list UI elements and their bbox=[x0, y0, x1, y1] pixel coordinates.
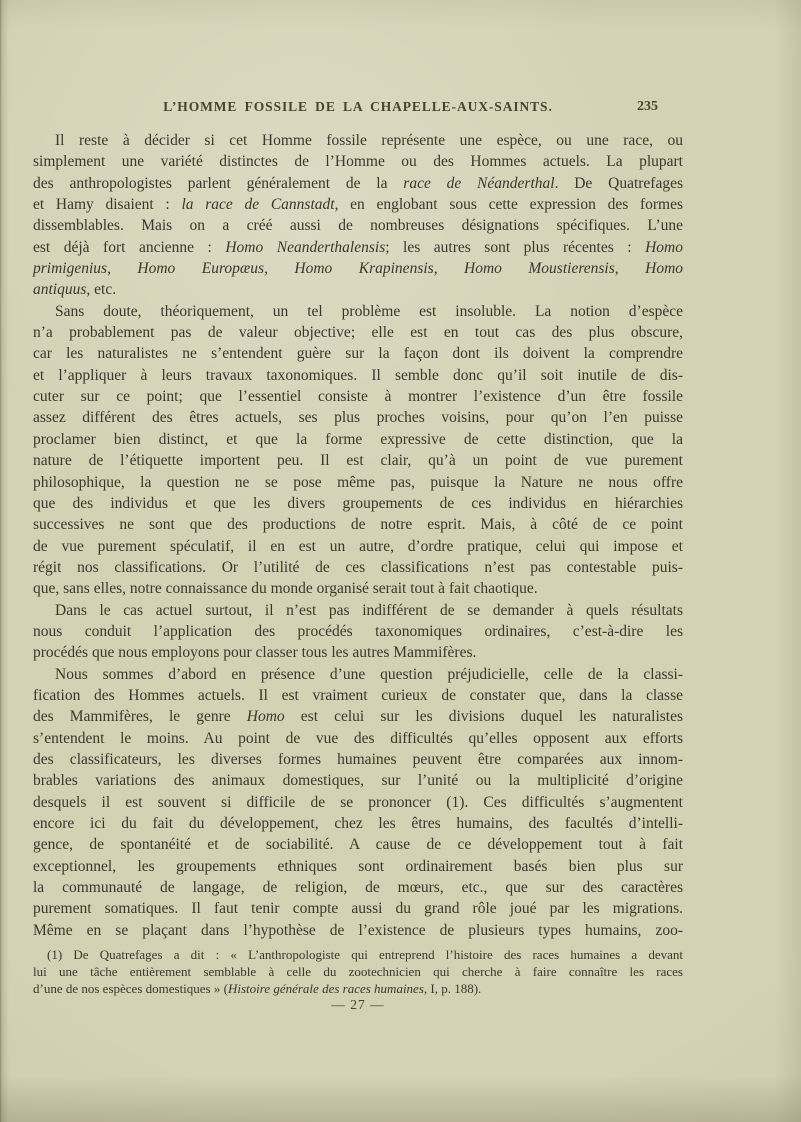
text-line: purement somatiques. Il faut tenir compte aussi du grand rôle joué par les migrations. bbox=[33, 900, 683, 918]
text-line: Même en se plaçant dans l’hypothèse de l’existence de plusieurs types humains, zoo- bbox=[33, 921, 683, 939]
text-line: de vue purement spéculatif, il en est un autre, d’ordre pratique, celui qui impose et bbox=[33, 537, 683, 555]
italic-text: Histoire générale des races humaines bbox=[227, 981, 424, 996]
text-line: exceptionnel, les groupements ethniques sont ordinairement basés bien plus sur bbox=[33, 857, 683, 875]
text-line: cuter sur ce point; que l’essentiel consiste à montrer l’existence d’un être fossile bbox=[33, 388, 683, 406]
italic-text: Homo Neanderthalensis bbox=[225, 238, 386, 256]
text-line: n’a probablement pas de valeur objective; elle est en tout cas des plus obscure, bbox=[33, 324, 683, 342]
text-line: desquels il est souvent si difficile de se prononcer (1). Ces difficultés s’augmentent bbox=[33, 793, 683, 811]
running-head bbox=[33, 99, 683, 117]
text-line: nous conduit l’application des procédés taxonomiques ordinaires, c’est-à-dire les bbox=[33, 622, 683, 640]
text-line: régit nos classifications. Or l’utilité de ces classifications n’est pas contestable puis- bbox=[33, 558, 683, 576]
text-line: Sans doute, théoriquement, un tel problème est insoluble. La notion d’espèce bbox=[55, 302, 683, 320]
text-line: des Mammifères, le genre Homo est celui sur les divisions duquel les naturalistes bbox=[33, 708, 684, 726]
text-line: car les naturalistes ne s’entendent guère sur la façon dont ils doivent la comprendre bbox=[33, 345, 683, 363]
text-line: s’entendent le moins. Au point de vue des difficultés qu’elles opposent aux efforts bbox=[33, 729, 683, 747]
text-line: des classificateurs, les diverses formes humaines peuvent être comparées aux innom- bbox=[33, 750, 683, 768]
text-line: est déjà fort ancienne : Homo Neanderthalensis; les autres sont plus récentes : Homo bbox=[33, 238, 683, 256]
italic-text: la race de Cannstadt bbox=[181, 196, 335, 214]
text-line: et Hamy disaient : la race de Cannstadt, en englobant sous cette expression des formes bbox=[33, 196, 683, 214]
italic-text: Homo Moustierensis bbox=[464, 260, 615, 278]
page-number: 235 bbox=[637, 99, 658, 114]
text-line: la communauté de langage, de religion, de mœurs, etc., que sur des caractères bbox=[33, 879, 683, 897]
text-line: dissemblables. Mais on a créé aussi de nombreuses désignations spécifiques. L’une bbox=[33, 217, 683, 235]
footnote bbox=[33, 946, 683, 997]
text-line: d’une de nos espèces domestiques » (Histoire générale des races humaines, I, p. 188). bbox=[33, 981, 482, 996]
text-line: proclamer bien distinct, et que la forme expressive de cette distinction, que la bbox=[33, 430, 683, 448]
text-line: des anthropologistes parlent généralement de la race de Néanderthal. De Quatrefages bbox=[33, 174, 683, 192]
running-head-title: L’HOMME FOSSILE DE LA CHAPELLE-AUX-SAINTS. bbox=[163, 99, 553, 114]
text-line: Il reste à décider si cet Homme fossile représente une espèce, ou une race, ou bbox=[55, 132, 683, 149]
text-line: primigenius, Homo Europæus, Homo Krapinensis, Homo Moustierensis, Homo bbox=[33, 260, 684, 278]
italic-text: Homo bbox=[246, 708, 285, 726]
text-line: philosophique, la question ne se pose même pas, puisque la Nature ne nous offre bbox=[33, 473, 683, 491]
text-line: et l’appliquer à leurs travaux taxonomiques. Il semble donc qu’il soit inutile de dis- bbox=[33, 366, 683, 384]
text-line: que des individus et que les divers groupements de ces individus en hiérarchies bbox=[33, 494, 683, 512]
italic-text: primigenius bbox=[33, 260, 108, 278]
text-line: assez différent des êtres actuels, ses plus proches voisins, pour qu’on l’en puisse bbox=[33, 409, 683, 427]
italic-text: race de Néanderthal bbox=[403, 174, 555, 192]
italic-text: antiquus bbox=[33, 281, 87, 299]
text-line: nature de l’étiquette importent peu. Il est clair, qu’à un point de vue purement bbox=[33, 452, 683, 470]
italic-text: Homo Krapinensis bbox=[294, 260, 434, 278]
text-line: fication des Hommes actuels. Il est vraiment curieux de constater que, dans la classe bbox=[33, 686, 683, 704]
text-line: simplement une variété distinctes de l’Homme ou des Hommes actuels. La plupart bbox=[33, 153, 683, 171]
text-line: gence, de spontanéité et de sociabilité. A cause de ce développement tout à fait bbox=[33, 836, 683, 854]
text-line: encore ici du fait du développement, chez les êtres humains, des facultés d’intelli- bbox=[33, 815, 683, 832]
text-line: antiquus, etc. bbox=[33, 281, 117, 299]
text-line: que, sans elles, notre connaissance du monde organisé serait tout à fait chaotique. bbox=[33, 580, 538, 598]
text-line: procédés que nous employons pour classer tous les autres Mammifères. bbox=[33, 644, 477, 662]
signature-mark: — 27 — bbox=[331, 997, 385, 1012]
text-line: lui une tâche entièrement semblable à celle du zootechnicien qui cherche à faire connaître les races bbox=[33, 964, 683, 979]
text-line: brables variations des animaux domestiques, sur l’unité ou la multiplicité d’origine bbox=[33, 772, 683, 790]
text-line: Nous sommes d’abord en présence d’une question préjudicielle, celle de la classi- bbox=[55, 665, 683, 683]
italic-text: Homo bbox=[645, 238, 683, 256]
body-text bbox=[33, 130, 683, 941]
text-line: Dans le cas actuel surtout, il n’est pas indifférent de se demander à quels résultats bbox=[55, 601, 683, 619]
italic-text: Homo bbox=[645, 260, 684, 278]
italic-text: Homo Europæus bbox=[137, 260, 265, 278]
text-line: successives ne sont que des productions de notre esprit. Mais, à côté de ce point bbox=[33, 516, 683, 534]
text-line: (1) De Quatrefages a dit : « L’anthropologiste qui entreprend l’histoire des races humaines a devant bbox=[47, 947, 683, 962]
